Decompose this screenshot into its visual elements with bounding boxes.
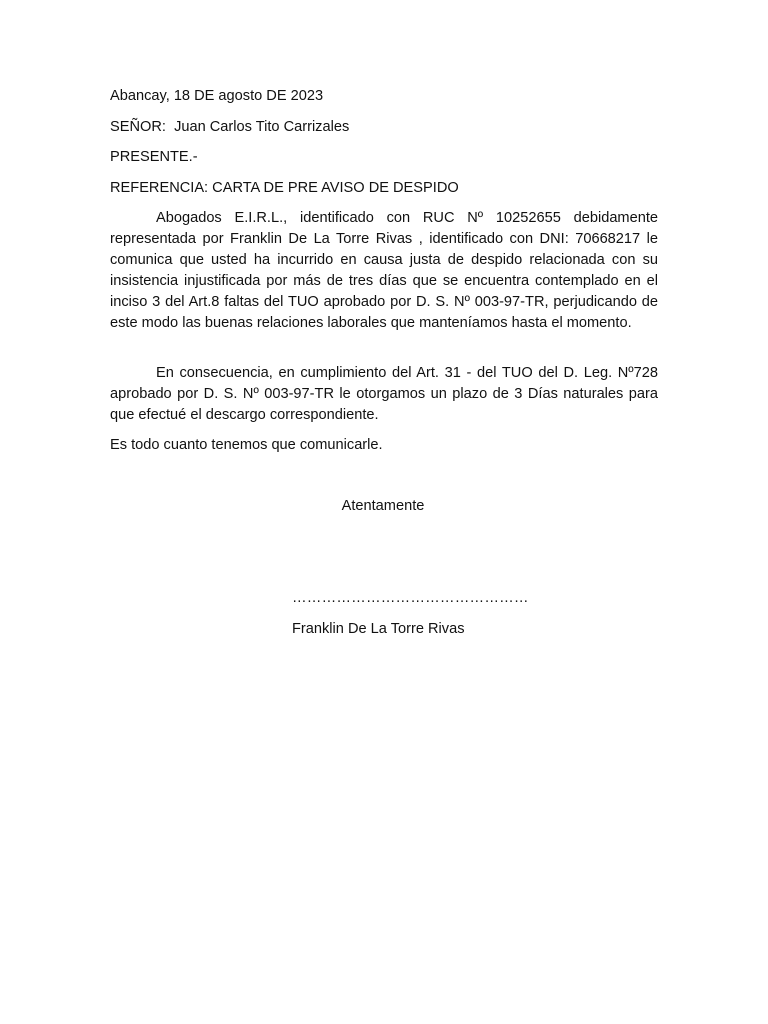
recipient-name: Juan Carlos Tito Carrizales <box>174 119 350 135</box>
signer-name: Franklin De La Torre Rivas <box>292 621 465 637</box>
closing-line: Es todo cuanto tenemos que comunicarle. <box>110 437 383 453</box>
body-paragraph-1: Abogados E.I.R.L., identificado con RUC Nº 10252655 debidamente representada por Franklin De La Torre Rivas , identificado con DNI: 70668217 le comunica que usted ha incurrido en causa justa de despido relacionada con su insistencia injustificada por más de tres días que se encuentra contemplado en el inciso 3 del Art.8 faltas del TUO aprobado por D. S. Nº 003-97-TR, perjudicando de este modo las buenas relaciones laborales que manteníamos hasta el momento. <box>110 210 658 331</box>
presente-line: PRESENTE.- <box>110 149 198 165</box>
signature-line: ………………………………………… <box>292 590 529 606</box>
body-paragraph-2: En consecuencia, en cumplimiento del Art. 31 - del TUO del D. Leg. Nº728 aprobado por D. S. Nº 003-97-TR le otorgamos un plazo de 3 Días naturales para que efectué el descargo correspondiente. <box>110 365 658 423</box>
salutation: Atentamente <box>341 498 425 514</box>
recipient-label: SEÑOR: <box>110 119 166 135</box>
place-date: Abancay, 18 DE agosto DE 2023 <box>110 88 324 104</box>
recipient-line <box>110 117 349 137</box>
reference-line: REFERENCIA: CARTA DE PRE AVISO DE DESPIDO <box>110 180 459 196</box>
